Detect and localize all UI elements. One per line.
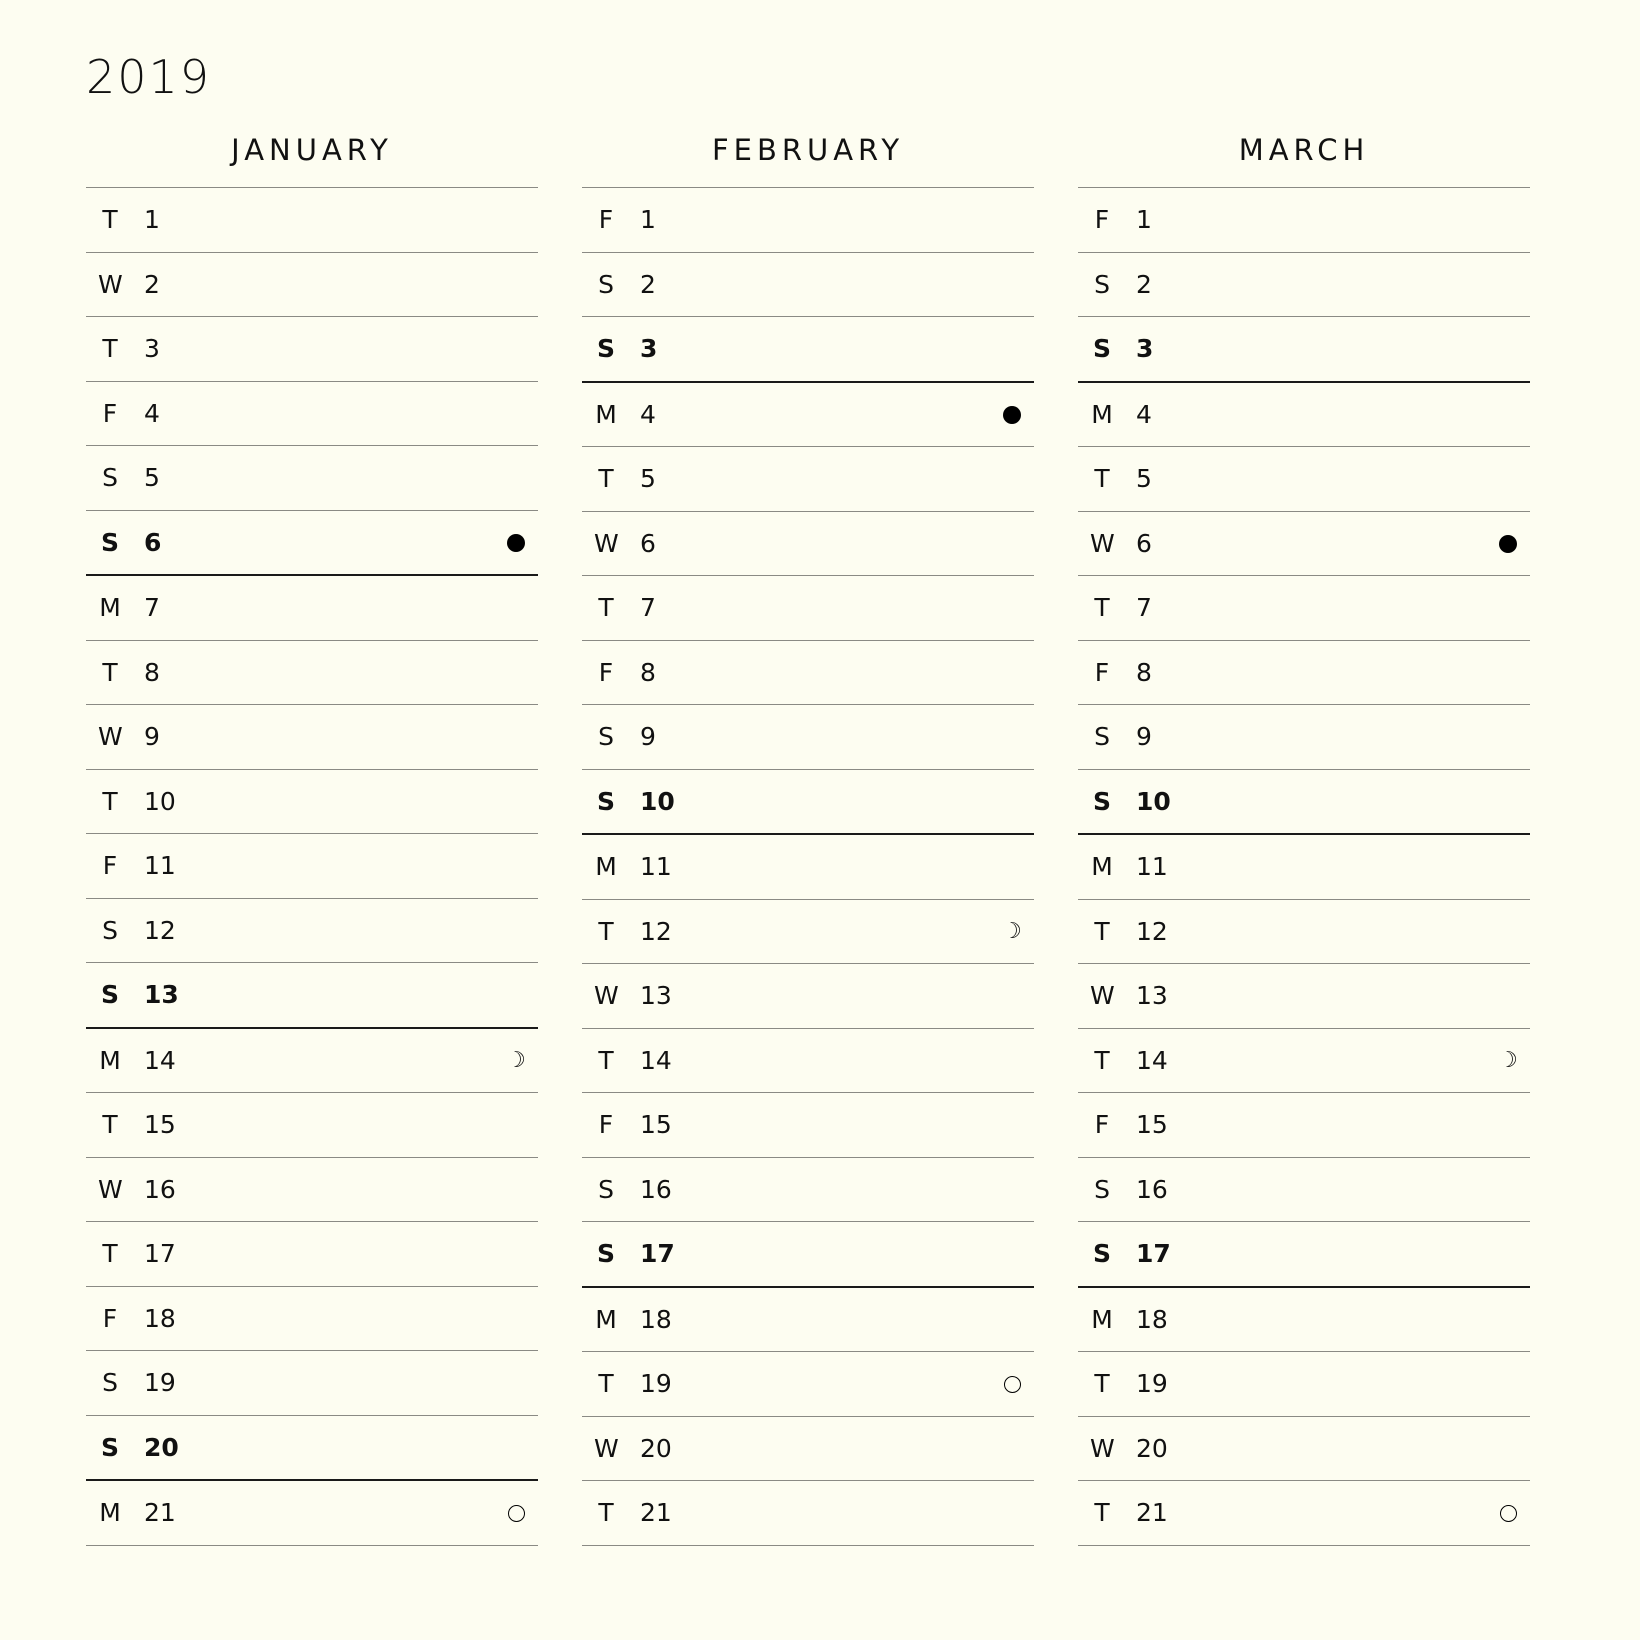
day-number: 2 xyxy=(640,269,656,299)
day-row[interactable] xyxy=(1078,1158,1530,1223)
day-number: 10 xyxy=(144,786,176,816)
day-row[interactable] xyxy=(1078,1222,1530,1288)
day-row[interactable] xyxy=(86,253,538,318)
first-quarter-moon-icon xyxy=(504,1029,528,1093)
day-of-week: T xyxy=(598,1045,614,1075)
day-number: 21 xyxy=(1136,1498,1168,1527)
day-row[interactable] xyxy=(86,834,538,899)
day-number: 13 xyxy=(144,980,179,1009)
day-of-week: S xyxy=(598,722,614,751)
day-number: 6 xyxy=(1136,528,1152,558)
day-number: 17 xyxy=(640,1239,675,1268)
day-of-week: F xyxy=(102,398,118,428)
day-row[interactable] xyxy=(1078,1352,1530,1417)
day-of-week: S xyxy=(1092,334,1111,363)
day-of-week: M xyxy=(1091,1304,1113,1334)
day-of-week: W xyxy=(1090,1433,1115,1463)
day-of-week: M xyxy=(99,1498,121,1527)
day-row[interactable] xyxy=(582,705,1034,770)
day-row[interactable] xyxy=(582,900,1034,965)
day-of-week: T xyxy=(102,657,118,687)
day-of-week: S xyxy=(100,980,119,1009)
day-row[interactable] xyxy=(86,641,538,706)
day-row[interactable] xyxy=(86,1287,538,1352)
day-of-week: T xyxy=(1094,464,1110,493)
day-row[interactable] xyxy=(86,1093,538,1158)
day-number: 20 xyxy=(144,1432,179,1462)
day-of-week: T xyxy=(102,334,118,363)
day-row[interactable] xyxy=(1078,835,1530,900)
day-row[interactable] xyxy=(1078,383,1530,448)
day-of-week: W xyxy=(98,722,123,751)
day-number: 14 xyxy=(144,1045,176,1075)
day-number: 16 xyxy=(144,1174,176,1204)
day-row[interactable] xyxy=(582,447,1034,512)
month-column-march xyxy=(1078,0,1530,1640)
day-list xyxy=(86,187,538,1546)
first-quarter-moon-icon xyxy=(1496,1029,1520,1093)
day-row[interactable] xyxy=(582,317,1034,383)
day-number: 9 xyxy=(640,722,656,751)
day-number: 7 xyxy=(144,593,160,622)
day-row[interactable] xyxy=(1078,1029,1530,1094)
day-number: 13 xyxy=(640,981,672,1010)
day-row[interactable] xyxy=(582,1158,1034,1223)
day-row[interactable] xyxy=(582,1288,1034,1353)
day-of-week: F xyxy=(102,851,118,880)
day-number: 8 xyxy=(144,657,160,687)
day-list xyxy=(1078,187,1530,1546)
day-row[interactable] xyxy=(582,641,1034,706)
day-of-week: M xyxy=(99,593,121,622)
day-of-week: T xyxy=(1094,916,1110,946)
day-number: 4 xyxy=(1136,399,1152,429)
day-of-week: W xyxy=(1090,981,1115,1010)
day-row[interactable] xyxy=(582,835,1034,900)
day-row[interactable] xyxy=(86,1481,538,1546)
day-row[interactable] xyxy=(1078,964,1530,1029)
day-of-week: S xyxy=(1092,786,1111,816)
day-number: 3 xyxy=(640,334,658,363)
day-number: 12 xyxy=(144,915,176,945)
day-row[interactable] xyxy=(86,1351,538,1416)
day-number: 5 xyxy=(640,464,656,493)
day-of-week: S xyxy=(100,1432,119,1462)
day-row[interactable] xyxy=(1078,447,1530,512)
day-of-week: T xyxy=(1094,1498,1110,1527)
day-of-week: F xyxy=(598,1110,614,1139)
day-of-week: T xyxy=(598,916,614,946)
year-title: 2019 xyxy=(86,50,212,104)
day-row[interactable] xyxy=(1078,253,1530,318)
day-number: 12 xyxy=(1136,916,1168,946)
day-of-week: M xyxy=(1091,852,1113,881)
day-row[interactable] xyxy=(582,188,1034,253)
day-number: 4 xyxy=(144,398,160,428)
day-row[interactable] xyxy=(582,770,1034,836)
day-of-week: F xyxy=(598,205,614,234)
day-list xyxy=(582,187,1034,1546)
day-number: 16 xyxy=(640,1174,672,1204)
day-number: 19 xyxy=(1136,1369,1168,1398)
day-row[interactable] xyxy=(582,512,1034,577)
day-of-week: T xyxy=(102,1239,118,1268)
day-row[interactable] xyxy=(582,576,1034,641)
day-row[interactable] xyxy=(582,1417,1034,1482)
day-number: 3 xyxy=(1136,334,1154,363)
day-number: 19 xyxy=(640,1369,672,1398)
day-of-week: T xyxy=(1094,593,1110,622)
day-of-week: W xyxy=(98,269,123,299)
day-of-week: T xyxy=(598,1498,614,1527)
day-of-week: W xyxy=(594,981,619,1010)
day-number: 8 xyxy=(640,657,656,687)
day-row[interactable] xyxy=(86,576,538,641)
day-number: 1 xyxy=(1136,205,1152,234)
day-number: 10 xyxy=(1136,786,1171,816)
day-number: 14 xyxy=(1136,1045,1168,1075)
day-number: 11 xyxy=(1136,852,1168,881)
day-number: 5 xyxy=(1136,464,1152,493)
day-number: 5 xyxy=(144,463,160,492)
day-of-week: T xyxy=(1094,1045,1110,1075)
day-row[interactable] xyxy=(1078,705,1530,770)
day-row[interactable] xyxy=(1078,1288,1530,1353)
day-number: 11 xyxy=(640,852,672,881)
day-number: 1 xyxy=(640,205,656,234)
day-number: 12 xyxy=(640,916,672,946)
day-of-week: M xyxy=(595,399,617,429)
day-row[interactable] xyxy=(1078,900,1530,965)
day-row[interactable] xyxy=(86,899,538,964)
day-row[interactable] xyxy=(1078,1093,1530,1158)
day-of-week: M xyxy=(595,1304,617,1334)
day-number: 18 xyxy=(640,1304,672,1334)
day-number: 17 xyxy=(144,1239,176,1268)
day-row[interactable] xyxy=(86,511,538,577)
day-of-week: M xyxy=(595,852,617,881)
day-of-week: S xyxy=(1092,1239,1111,1268)
day-row[interactable] xyxy=(86,963,538,1029)
day-row[interactable] xyxy=(582,253,1034,318)
day-number: 11 xyxy=(144,851,176,880)
day-row[interactable] xyxy=(86,705,538,770)
day-number: 16 xyxy=(1136,1174,1168,1204)
day-of-week: T xyxy=(598,593,614,622)
day-of-week: F xyxy=(102,1303,118,1333)
day-row[interactable] xyxy=(86,1416,538,1482)
first-quarter-moon-icon xyxy=(1000,900,1024,964)
day-of-week: T xyxy=(1094,1369,1110,1398)
day-row[interactable] xyxy=(582,1093,1034,1158)
day-of-week: S xyxy=(1094,1174,1110,1204)
day-of-week: T xyxy=(102,1110,118,1139)
day-number: 15 xyxy=(1136,1110,1168,1139)
full-moon-icon xyxy=(504,1481,528,1544)
full-moon-icon xyxy=(1000,1352,1024,1415)
day-row[interactable] xyxy=(582,1352,1034,1417)
day-row[interactable] xyxy=(1078,641,1530,706)
day-of-week: T xyxy=(598,1369,614,1398)
day-row[interactable] xyxy=(1078,512,1530,577)
day-of-week: F xyxy=(1094,657,1110,687)
day-of-week: W xyxy=(1090,528,1115,558)
day-of-week: S xyxy=(100,527,119,557)
day-number: 8 xyxy=(1136,657,1152,687)
day-number: 2 xyxy=(144,269,160,299)
day-of-week: T xyxy=(102,205,118,234)
day-number: 20 xyxy=(640,1433,672,1463)
new-moon-icon xyxy=(504,511,528,574)
day-of-week: W xyxy=(594,1433,619,1463)
day-of-week: F xyxy=(1094,205,1110,234)
day-number: 18 xyxy=(144,1303,176,1333)
day-number: 21 xyxy=(640,1498,672,1527)
day-number: 3 xyxy=(144,334,160,363)
day-of-week: M xyxy=(99,1045,121,1075)
day-row[interactable] xyxy=(582,1029,1034,1094)
day-row[interactable] xyxy=(86,446,538,511)
day-of-week: M xyxy=(1091,399,1113,429)
day-number: 15 xyxy=(640,1110,672,1139)
month-title: MARCH xyxy=(1238,133,1370,167)
day-number: 18 xyxy=(1136,1304,1168,1334)
month-column-february xyxy=(582,0,1034,1640)
day-number: 17 xyxy=(1136,1239,1171,1268)
day-of-week: S xyxy=(596,1239,615,1268)
day-of-week: T xyxy=(598,464,614,493)
day-number: 9 xyxy=(144,722,160,751)
day-row[interactable] xyxy=(1078,317,1530,383)
day-row[interactable] xyxy=(582,383,1034,448)
day-row[interactable] xyxy=(582,1222,1034,1288)
day-number: 13 xyxy=(1136,981,1168,1010)
day-row[interactable] xyxy=(582,964,1034,1029)
day-number: 1 xyxy=(144,205,160,234)
day-row[interactable] xyxy=(86,317,538,382)
day-of-week: S xyxy=(102,463,118,492)
day-number: 10 xyxy=(640,786,675,816)
full-moon-icon xyxy=(1496,1481,1520,1544)
day-row[interactable] xyxy=(86,1158,538,1223)
day-number: 19 xyxy=(144,1368,176,1397)
day-row[interactable] xyxy=(1078,576,1530,641)
day-number: 6 xyxy=(640,528,656,558)
day-of-week: T xyxy=(102,786,118,816)
day-row[interactable] xyxy=(582,1481,1034,1546)
day-row[interactable] xyxy=(86,770,538,835)
day-row[interactable] xyxy=(86,1222,538,1287)
day-number: 21 xyxy=(144,1498,176,1527)
new-moon-icon xyxy=(1496,512,1520,575)
month-column-january xyxy=(86,0,538,1640)
day-row[interactable] xyxy=(86,1029,538,1094)
day-row[interactable] xyxy=(1078,770,1530,836)
day-number: 15 xyxy=(144,1110,176,1139)
day-number: 14 xyxy=(640,1045,672,1075)
day-row[interactable] xyxy=(1078,1481,1530,1546)
day-row[interactable] xyxy=(1078,188,1530,253)
day-of-week: S xyxy=(596,786,615,816)
day-row[interactable] xyxy=(86,382,538,447)
month-title: FEBRUARY xyxy=(711,133,905,167)
day-row[interactable] xyxy=(1078,1417,1530,1482)
day-number: 9 xyxy=(1136,722,1152,751)
day-of-week: S xyxy=(102,1368,118,1397)
day-of-week: W xyxy=(98,1174,123,1204)
day-number: 4 xyxy=(640,399,656,429)
day-of-week: S xyxy=(598,269,614,299)
day-number: 20 xyxy=(1136,1433,1168,1463)
day-of-week: S xyxy=(1094,269,1110,299)
day-of-week: S xyxy=(102,915,118,945)
day-number: 6 xyxy=(144,527,162,557)
month-title: JANUARY xyxy=(231,133,393,167)
day-of-week: S xyxy=(596,334,615,363)
day-number: 7 xyxy=(1136,593,1152,622)
day-of-week: F xyxy=(598,657,614,687)
day-of-week: S xyxy=(598,1174,614,1204)
day-number: 2 xyxy=(1136,269,1152,299)
day-row[interactable] xyxy=(86,188,538,253)
day-of-week: S xyxy=(1094,722,1110,751)
day-number: 7 xyxy=(640,593,656,622)
day-of-week: F xyxy=(1094,1110,1110,1139)
new-moon-icon xyxy=(1000,383,1024,446)
day-of-week: W xyxy=(594,528,619,558)
